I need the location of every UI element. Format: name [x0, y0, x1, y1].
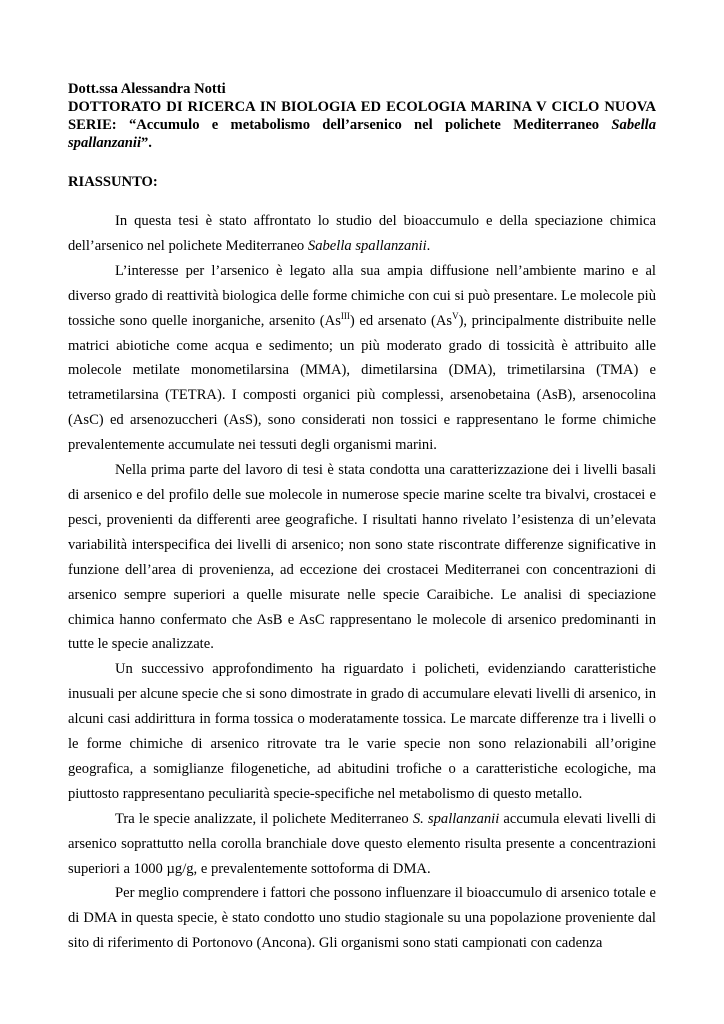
- superscript-V: V: [452, 310, 459, 321]
- species-epithet: spallanzanii: [68, 135, 141, 151]
- paragraph-6: Per meglio comprendere i fattori che possono influenzare il bioaccumulo di arsenico totale e di DMA in questa specie, è stato condotto uno studio stagionale su una popolazione proveniente dal sito di riferimento di Portonovo (Ancona). Gli organismi sono stati campionati con cadenza: [68, 885, 656, 952]
- paragraph-1-text: In questa tesi è stato affrontato lo studio del bioaccumulo e della speciazione chimica dell’arsenico nel polichete Mediterraneo: [68, 213, 656, 254]
- section-title: RIASSUNTO:: [68, 174, 158, 190]
- document-header: [68, 80, 656, 152]
- paragraph-3: Nella prima parte del lavoro di tesi è stata condotta una caratterizzazione dei i livelli basali di arsenico e del profilo delle sue molecole in numerose specie marine scelte tra bivalvi, crostacei e pesci, provenienti da differenti aree geografiche. I risultati hanno rivelato l’esistenza di un’elevata variabilità interspecifica dei livelli di arsenico; non sono state riscontrate differenze significative in funzione dell’area di provenienza, ad eccezione dei crostacei Mediterranei con concentrazioni di arsenico sempre superiori a quelle misurate nelle specie Caraibiche. Le analisi di speciazione chimica hanno confermato che AsB e AsC rappresentano le molecole di arsenico predominanti in tutte le specie analizzate.: [68, 462, 656, 653]
- paragraph-4: Un successivo approfondimento ha riguardato i policheti, evidenziando caratteristiche inusuali per alcune specie che si sono dimostrate in grado di accumulare elevati livelli di arsenico, in alcuni casi addirittura in forma tossica o moderatamente tossica. Le marcate differenze tra i livelli o le forme chimiche di arsenico ritrovate tra le varie specie non sono relazionabili all’origine geografica, a somiglianze filogenetiche, ad abitudini trofiche o a caratteristiche ecologiche, ma piuttosto rappresentano peculiarità specie-specifiche nel metabolismo di questo metallo.: [68, 661, 657, 802]
- paragraph-1: [68, 209, 656, 259]
- author-name: Dott.ssa Alessandra Notti: [68, 81, 226, 97]
- paragraph-5-text-a: Tra le specie analizzate, il polichete Mediterraneo: [115, 810, 413, 827]
- paragraph-2-text-b: ) ed arsenato (As: [349, 312, 453, 329]
- program-line: DOTTORATO DI RICERCA IN BIOLOGIA ED ECOLOGIA MARINA V CICLO NUOVA: [68, 99, 656, 115]
- thesis-title-text: SERIE: “Accumulo e metabolismo dell’arsenico nel polichete Mediterraneo: [68, 117, 612, 133]
- paragraph-5-text-b: accumula elevati livelli di arsenico soprattutto nella corolla branchiale dove questo elemento risulta presente a concentrazioni superiori a 1000 µg/g, e prevalentemente sottoforma di DMA.: [68, 810, 657, 877]
- paragraph-5-species: S. spallanzanii: [412, 810, 500, 827]
- paragraph-1-end: .: [426, 237, 431, 254]
- species-genus: Sabella: [611, 117, 656, 133]
- paragraph-2-text-c: ), principalmente distribuite nelle matrici abiotiche come acqua e sedimento; un più moderato grado di tossicità è attribuito alle molecole metilate monometilarsina (MMA), dimetilarsina (DMA), trimetilarsina (TMA) e tetrametilarsina (TETRA). I composti organici più complessi, arsenobetaina (AsB), arsenocolina (AsC) ed arsenozuccheri (AsS), sono considerati non tossici e rappresentano le forme chimiche prevalentemente accumulate nei tessuti degli organismi marini.: [68, 312, 656, 454]
- paragraph-5: [68, 807, 656, 882]
- paragraph-1-species: Sabella spallanzanii: [307, 237, 427, 254]
- thesis-title: [68, 116, 656, 152]
- document-page: [68, 80, 656, 956]
- paragraph-2-text-a: L’interesse per l’arsenico è legato alla sua ampia diffusione nell’ambiente marino e al diverso grado di reattività biologica delle forme chimiche con cui si può presentare. Le molecole più tossiche sono quelle inorganiche, arsenito (As: [68, 262, 656, 329]
- paragraph-2: [68, 259, 656, 458]
- superscript-III: III: [340, 310, 350, 321]
- thesis-title-end: ”.: [141, 135, 152, 151]
